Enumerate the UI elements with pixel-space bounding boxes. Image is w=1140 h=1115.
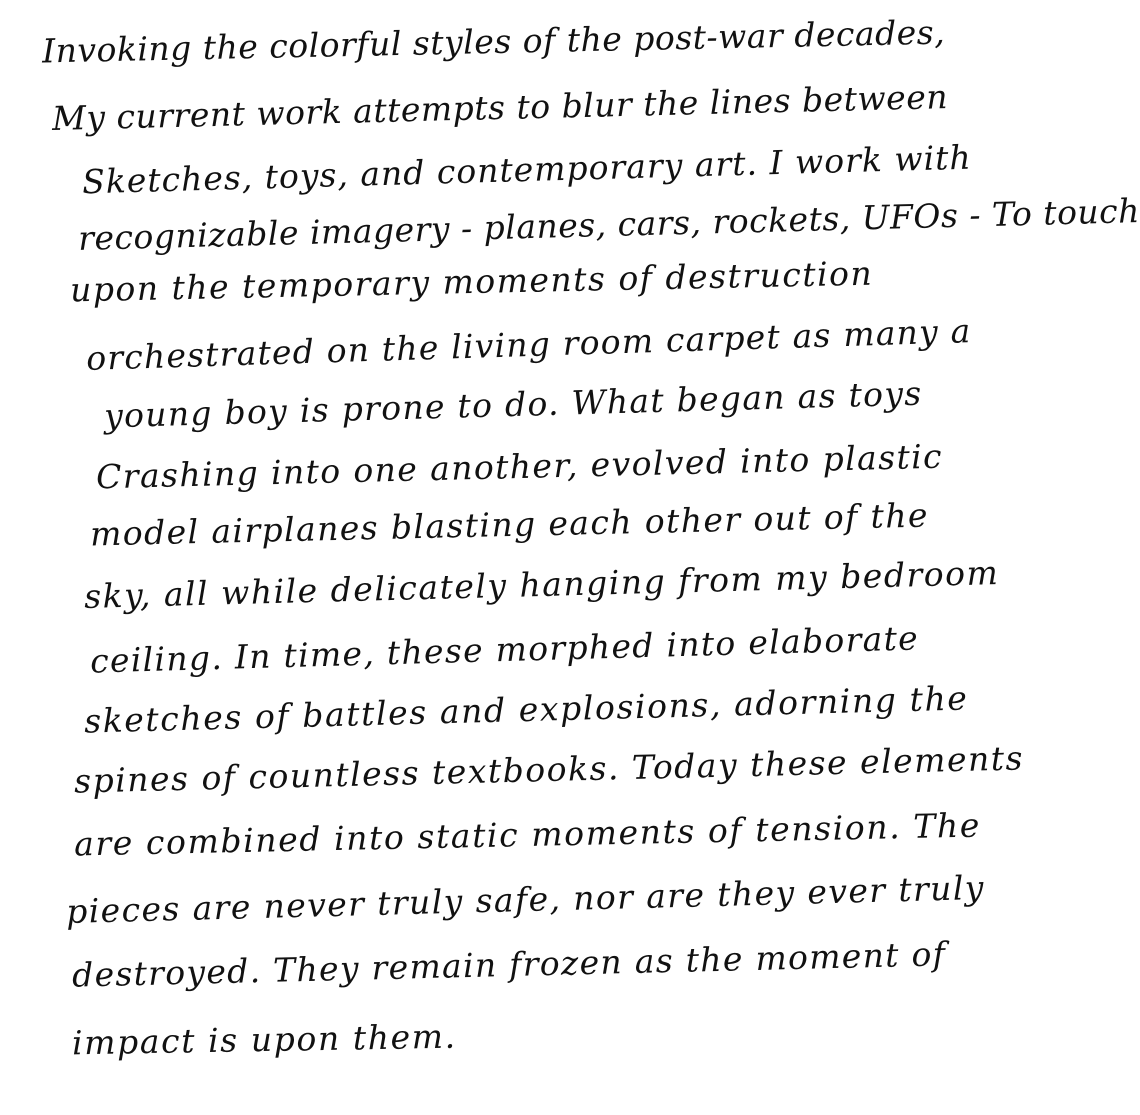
text-line: upon the temporary moments of destruction [69,253,874,310]
text-line: Invoking the colorful styles of the post-war decades, [41,12,946,71]
text-line: are combined into static moments of tension. The [73,805,982,864]
text-line: recognizable imagery - planes, cars, rockets, UFOs - To touch [77,191,1140,258]
text-line: spines of countless textbooks. Today these elements [73,738,1025,801]
text-line: sketches of battles and explosions, adorning the [83,678,969,741]
text-line: sky, all while delicately hanging from my bedroom [83,553,1000,616]
text-line: impact is upon them. [71,1016,457,1063]
text-line: Crashing into one another, evolved into plastic [95,436,944,497]
text-line: young boy is prone to do. What began as toys [103,373,923,436]
text-line: orchestrated on the living room carpet as many a [85,311,973,378]
text-line: ceiling. In time, these morphed into elaborate [89,618,920,681]
text-line: pieces are never truly safe, nor are they ever truly [65,867,986,932]
text-line: destroyed. They remain frozen as the moment of [71,934,947,995]
text-line: model airplanes blasting each other out of the [89,495,930,554]
text-line: Sketches, toys, and contemporary art. I work with [81,137,973,202]
text-line: My current work attempts to blur the lines between [51,77,949,138]
